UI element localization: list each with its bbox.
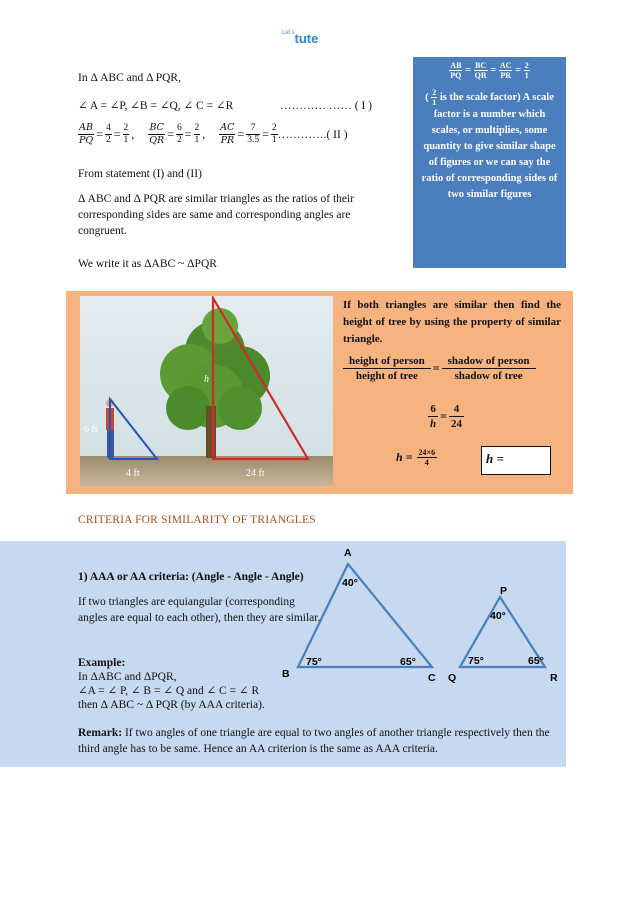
logo-main-text: tute xyxy=(294,31,319,46)
ratio-bc: $\frac{BC}{QR}$ xyxy=(149,122,165,146)
remark: Remark: If two angles of one triangle are equal to two angles of another triangle respectively then the third angle has to be same. Hence an AA criterion is the same as AAA criteria. xyxy=(78,727,550,755)
ratio-equations: $\frac{AB}{PQ}$ = $\frac{4}{2}$ = $\frac{2}{1}$ , $\frac{BC}{QR}$ = $\frac{6}{2}$ = $\frac{2}{1}$ , $\frac{AC}{PR}$ = $\frac{7}{3.5}$ = $\frac{2}{1}$ ………….( II ) xyxy=(79,122,348,146)
tree-equation-numbers: $\frac{6}{h}$ = $\frac{4}{24}$ xyxy=(430,403,462,430)
intro-statement-one: ………… …… ( I ) xyxy=(280,100,372,112)
intro-write-as: We write it as ΔABC ~ ΔPQR xyxy=(78,258,217,270)
example-label: Example: xyxy=(78,657,126,669)
tree-equation-words: $\frac{\text{height of person}}{\text{height of tree}}$ = $\frac{\text{shadow of person}}{\text{shadow of tree}}$ xyxy=(343,354,536,383)
example-line2: ∠A = ∠ P, ∠ B = ∠ Q and ∠ C = ∠ R xyxy=(78,685,260,697)
ratio-ac: $\frac{AC}{PR}$ xyxy=(220,122,235,146)
angle-a: 40° xyxy=(342,577,358,589)
intro-line1: In Δ ABC and Δ PQR, xyxy=(78,72,181,84)
intro-statement-two: ………….( II ) xyxy=(277,129,348,142)
scale-factor-box xyxy=(413,57,566,268)
vertex-q: Q xyxy=(448,672,457,684)
angle-b: 75° xyxy=(306,656,322,668)
tree-height-label: h xyxy=(204,374,209,385)
scale-factor-text: ( $\frac{2}{1}$ is the scale factor) A scale factor is a number which scales, or multiplies, some quantity to give similar shape of figures or we can say the ratio of corresponding sides of two similar figures xyxy=(421,88,558,200)
tree-question: If both triangles are similar then find the height of tree by using the property of similar triangle. xyxy=(343,299,561,345)
vertex-c: C xyxy=(428,672,436,684)
tree-shadow-label: 24 ft xyxy=(246,468,265,479)
example-line3: then Δ ABC ~ Δ PQR (by AAA criteria). xyxy=(78,699,265,711)
similar-triangles-diagram xyxy=(270,540,566,690)
vertex-r: R xyxy=(550,672,558,684)
angle-r: 65° xyxy=(528,655,544,667)
answer-label: h = xyxy=(486,451,504,466)
intro-paragraph: Δ ABC and Δ PQR are similar triangles as the ratios of their corresponding sides are same and corresponding angles are congruent. xyxy=(78,193,355,237)
triangle-abc xyxy=(298,564,432,667)
intro-from-statement: From statement (I) and (II) xyxy=(78,168,202,180)
person-height-label: 6 ft xyxy=(84,424,98,435)
ratio-ab: $\frac{AB}{PQ}$ xyxy=(79,122,94,146)
intro-angles: ∠ A = ∠P, ∠B = ∠Q, ∠ C = ∠R xyxy=(78,100,234,112)
vertex-b: B xyxy=(282,668,290,680)
tree-equation-solve: h = $\frac{24\times 6}{4}$ xyxy=(396,448,436,467)
vertex-p: P xyxy=(500,585,508,597)
angle-q: 75° xyxy=(468,655,484,667)
tree-shadow-illustration xyxy=(80,296,333,486)
criteria-description: If two triangles are equiangular (corresponding angles are equal to each other), then they are similar. xyxy=(78,596,321,624)
logo-small-text: Let's xyxy=(282,30,295,36)
criteria-heading: CRITERIA FOR SIMILARITY OF TRIANGLES xyxy=(78,514,316,526)
angle-c: 65° xyxy=(400,656,416,668)
logo xyxy=(282,30,318,48)
answer-box[interactable] xyxy=(481,446,551,475)
vertex-a: A xyxy=(344,547,352,559)
criteria-title: 1) AAA or AA criteria: (Angle - Angle - Angle) xyxy=(78,571,304,583)
scale-factor-ratios: $\frac{AB}{PQ}$ = $\frac{BC}{QR}$ = $\frac{AC}{PR}$ = $\frac{2}{1}$ xyxy=(450,61,529,80)
angle-p: 40° xyxy=(490,610,506,622)
example-line1: In ΔABC and ΔPQR, xyxy=(78,671,177,683)
person-shadow-label: 4 ft xyxy=(126,468,140,479)
